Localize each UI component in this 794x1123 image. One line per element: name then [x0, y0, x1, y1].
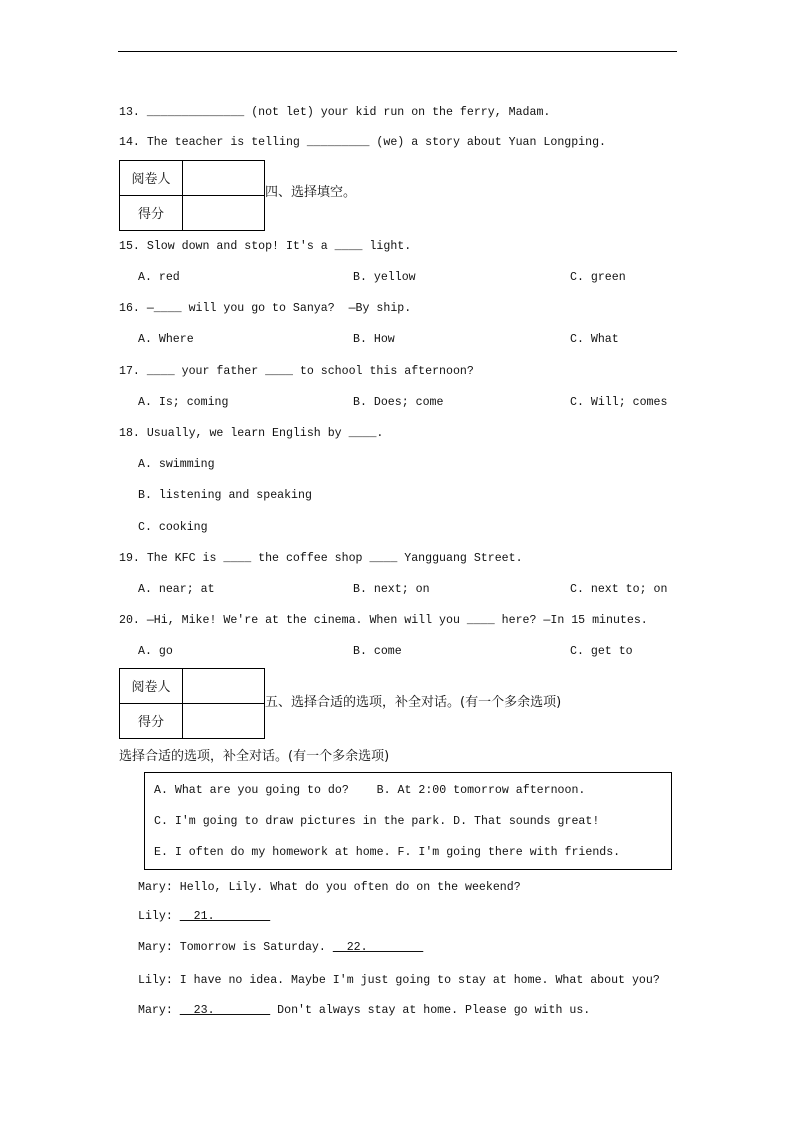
- options-box: [144, 772, 672, 870]
- question-16: 16. —____ will you go to Sanya? —By ship.: [119, 302, 412, 315]
- question-18: 18. Usually, we learn English by ____.: [119, 427, 384, 440]
- q17-option-c: C. Will; comes: [570, 396, 668, 409]
- dialogue-text: Mary: Tomorrow is Saturday.: [138, 941, 333, 954]
- q18-option-b: B. listening and speaking: [138, 489, 312, 502]
- q15-option-b: B. yellow: [353, 271, 416, 284]
- dialogue-text: Mary:: [138, 1004, 180, 1017]
- q16-option-a: A. Where: [138, 333, 194, 346]
- q17-option-a: A. Is; coming: [138, 396, 229, 409]
- dialogue-text: Lily: I have no idea. Maybe I'm just going to stay at home. What about you?: [138, 974, 660, 987]
- dialogue-text: Don't always stay at home. Please go with us.: [270, 1004, 591, 1017]
- q20-option-a: A. go: [138, 645, 173, 658]
- reviewer-cell: [183, 669, 264, 704]
- answer-blank-23[interactable]: 23.: [179, 1004, 271, 1017]
- reviewer-label: 阅卷人: [120, 161, 183, 196]
- section-4-title: 四、选择填空。: [265, 185, 357, 200]
- question-20: 20. —Hi, Mike! We're at the cinema. When will you ____ here? —In 15 minutes.: [119, 614, 648, 627]
- dialogue-line-2: [138, 909, 270, 925]
- q20-option-c: C. get to: [570, 645, 633, 658]
- dialogue-line-4: [138, 973, 660, 989]
- q20-option-b: B. come: [353, 645, 402, 658]
- header-rule: [118, 51, 677, 52]
- dialogue-line-1: [138, 880, 521, 896]
- q18-option-c: C. cooking: [138, 521, 208, 534]
- score-cell: [183, 196, 264, 231]
- q16-option-b: B. How: [353, 333, 395, 346]
- dialogue-line-5: [138, 1003, 590, 1019]
- answer-blank-22[interactable]: 22.: [332, 941, 424, 954]
- reviewer-cell: [183, 161, 264, 196]
- grader-table: [119, 160, 265, 231]
- options-line-2: C. I'm going to draw pictures in the park. D. That sounds great!: [154, 815, 600, 828]
- dialogue-text: Mary: Hello, Lily. What do you often do on the weekend?: [138, 881, 521, 894]
- question-15: 15. Slow down and stop! It's a ____ light.: [119, 240, 412, 253]
- question-19: 19. The KFC is ____ the coffee shop ____ Yangguang Street.: [119, 552, 523, 565]
- answer-blank-21[interactable]: 21.: [179, 910, 271, 923]
- q19-option-a: A. near; at: [138, 583, 215, 596]
- q17-option-b: B. Does; come: [353, 396, 444, 409]
- grader-table-2: [119, 668, 265, 739]
- question-17: 17. ____ your father ____ to school this afternoon?: [119, 365, 474, 378]
- dialogue-text: Lily:: [138, 910, 180, 923]
- section-5-title: 五、选择合适的选项，补全对话。(有一个多余选项): [265, 695, 562, 710]
- q18-option-a: A. swimming: [138, 458, 215, 471]
- score-label: 得分: [120, 704, 183, 739]
- question-14: 14. The teacher is telling _________ (we) a story about Yuan Longping.: [119, 136, 607, 149]
- reviewer-label: 阅卷人: [120, 669, 183, 704]
- q19-option-c: C. next to; on: [570, 583, 668, 596]
- options-line-3: E. I often do my homework at home. F. I'm going there with friends.: [154, 846, 621, 859]
- score-cell: [183, 704, 264, 739]
- section-5-instruction: 选择合适的选项，补全对话。(有一个多余选项): [119, 749, 390, 764]
- q16-option-c: C. What: [570, 333, 619, 346]
- options-line-1: A. What are you going to do? B. At 2:00 tomorrow afternoon.: [154, 784, 586, 797]
- dialogue-line-3: [138, 940, 423, 956]
- score-label: 得分: [120, 196, 183, 231]
- q15-option-c: C. green: [570, 271, 626, 284]
- question-13: 13. ______________ (not let) your kid run on the ferry, Madam.: [119, 106, 551, 119]
- q15-option-a: A. red: [138, 271, 180, 284]
- q19-option-b: B. next; on: [353, 583, 430, 596]
